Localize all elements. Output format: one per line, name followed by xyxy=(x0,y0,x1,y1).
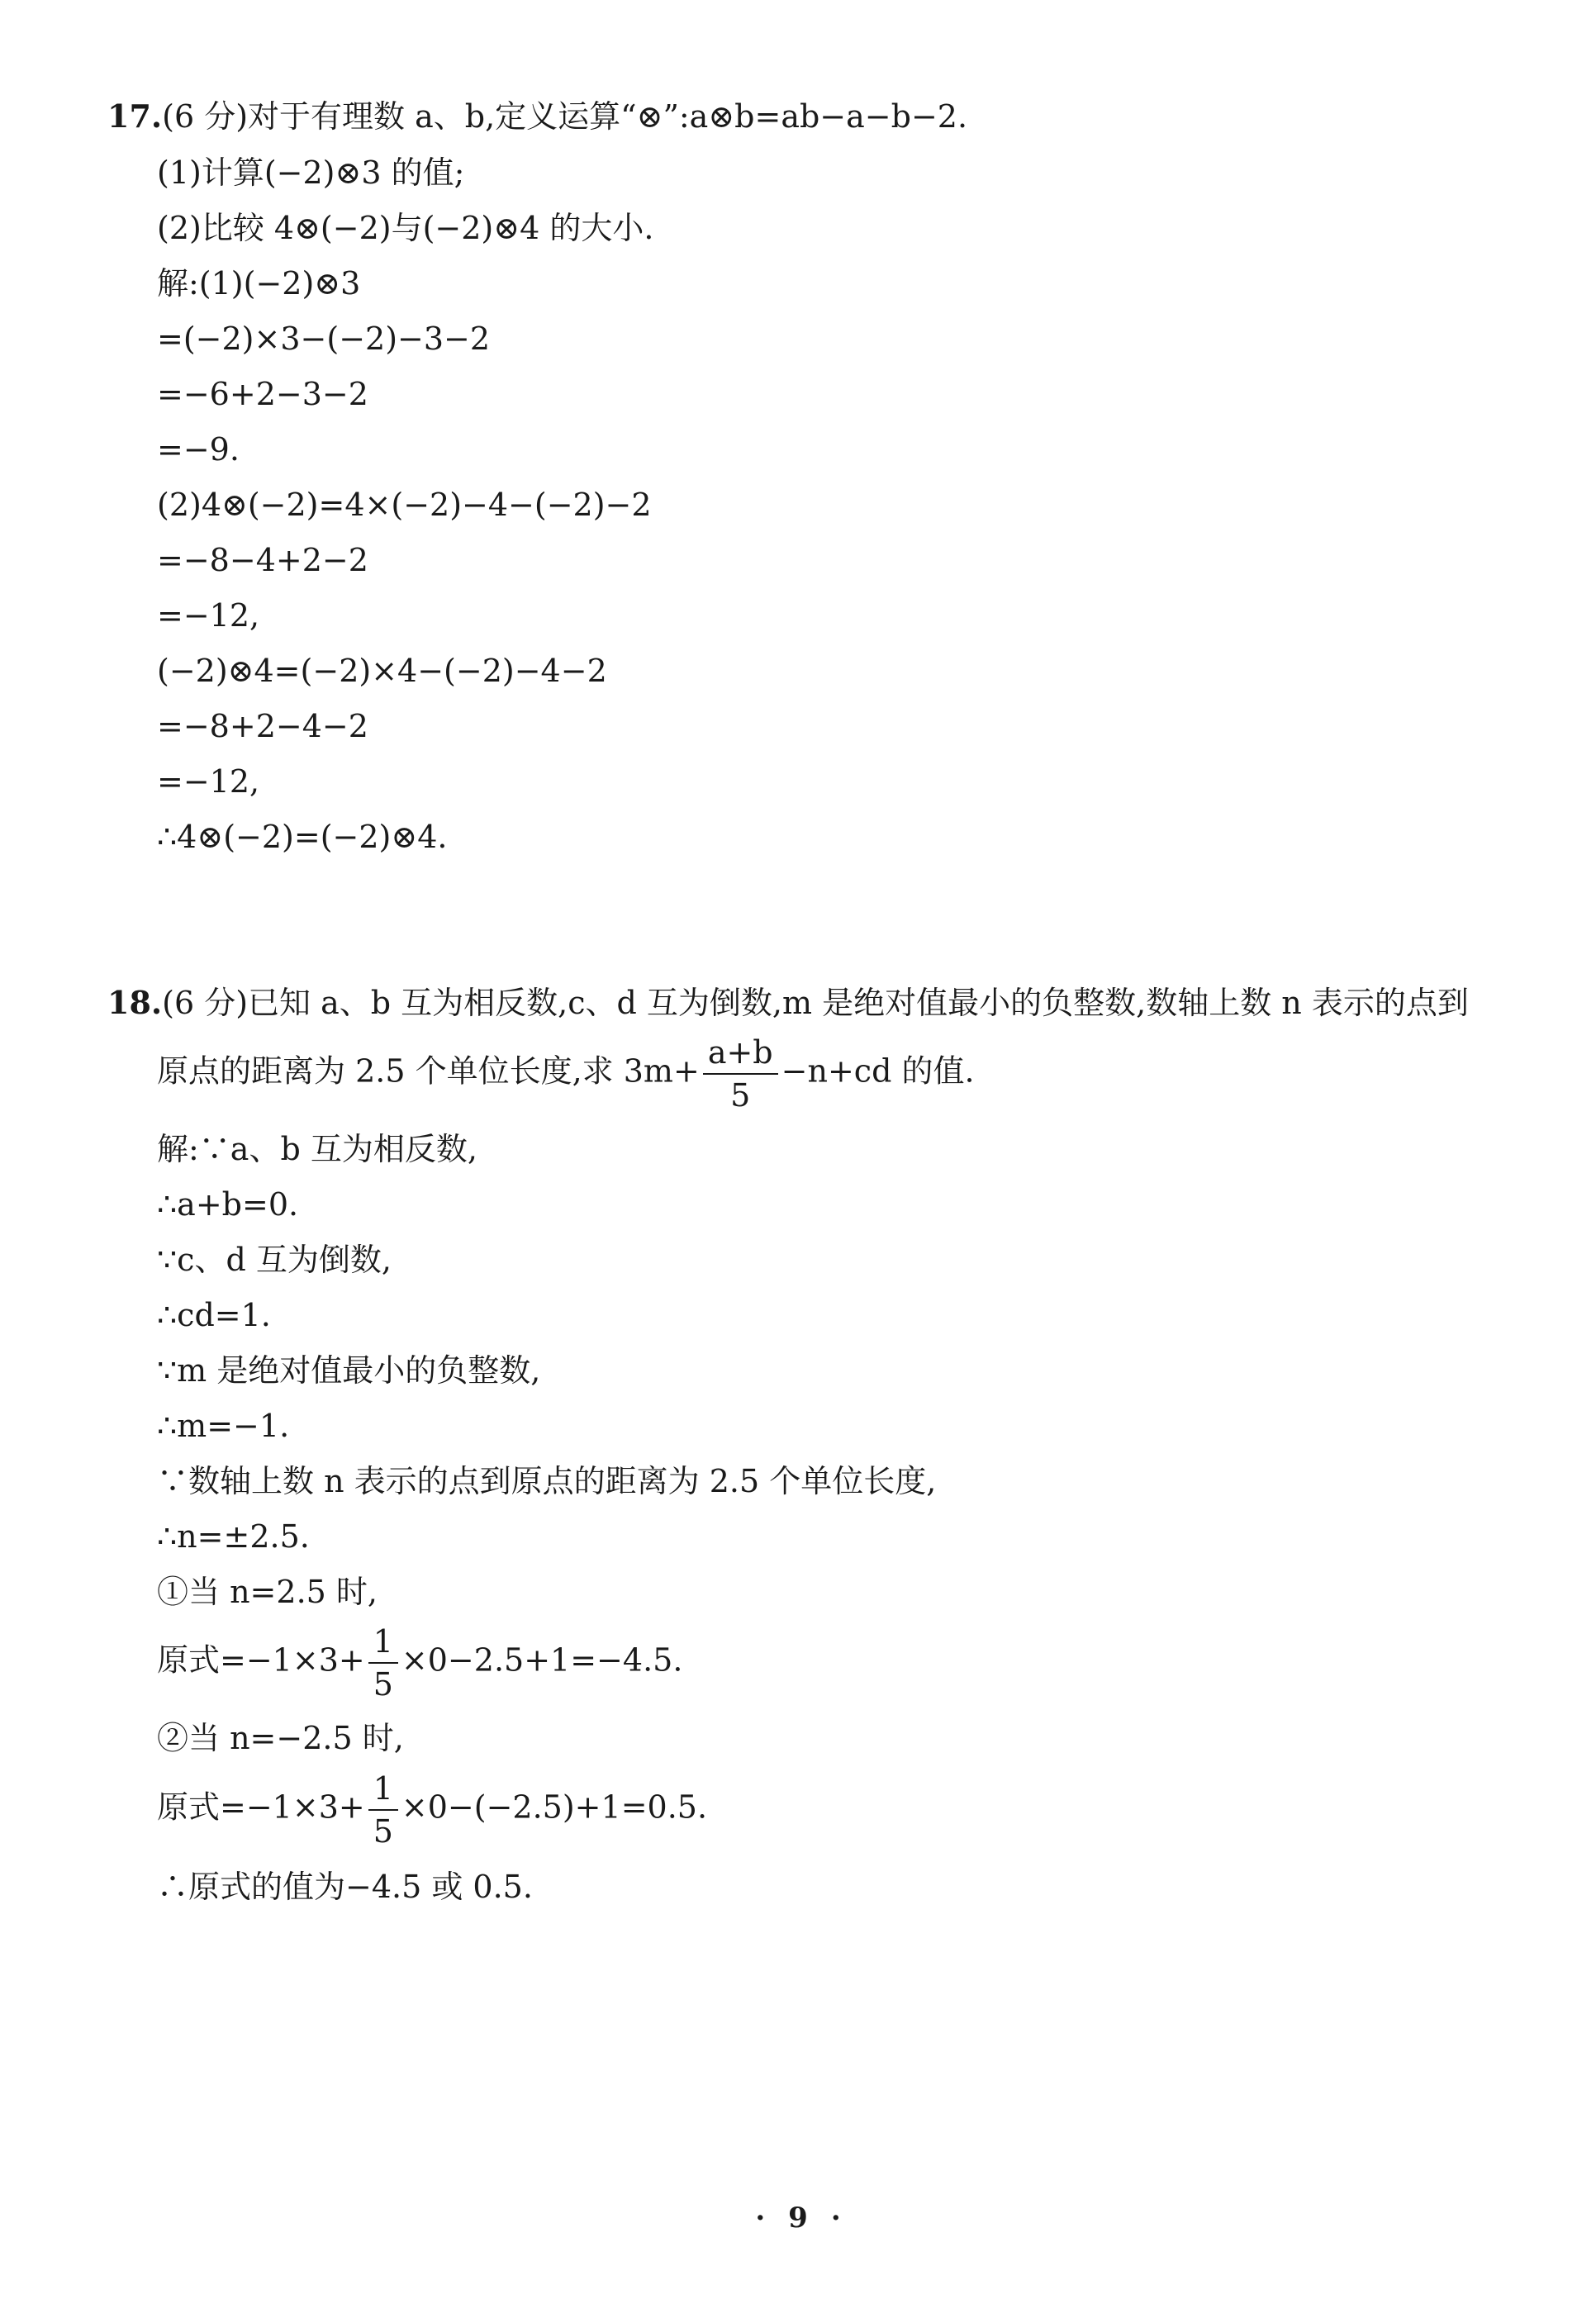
q18-solution-line: ①当 n=2.5 时, xyxy=(157,1574,378,1610)
q17-solution-line: =−8−4+2−2 xyxy=(157,542,368,578)
q18-case2-expression xyxy=(157,1770,708,1850)
q18-stem-line2 xyxy=(157,1034,975,1114)
case1-fraction xyxy=(368,1623,398,1703)
q18-case2-head: ②当 n=−2.5 时, xyxy=(157,1720,404,1756)
q18-stem-line1 xyxy=(107,984,1469,1021)
q17-solution-line: (2)4⊗(−2)=4×(−2)−4−(−2)−2 xyxy=(157,487,652,523)
q18-solution-line: ∴m=−1. xyxy=(157,1408,290,1444)
q17-solution-line: =(−2)×3−(−2)−3−2 xyxy=(157,321,491,357)
page-number-footer xyxy=(0,2202,1596,2235)
q17-solution-line: (−2)⊗4=(−2)×4−(−2)−4−2 xyxy=(157,653,607,689)
fraction-numerator: 1 xyxy=(368,1626,398,1664)
q18-solution-line: ∴n=±2.5. xyxy=(157,1518,310,1555)
q18-solution-line: ∴a+b=0. xyxy=(157,1186,299,1223)
case1-text-a: 原式=−1×3+ xyxy=(157,1641,365,1679)
fraction-numerator: 1 xyxy=(368,1773,398,1811)
q17-number: 17. xyxy=(107,97,163,135)
page-dot-left: · xyxy=(755,2202,766,2235)
q18-case1-expression xyxy=(157,1623,683,1703)
fraction-denominator: 5 xyxy=(730,1077,751,1114)
fraction-numerator: a+b xyxy=(703,1037,778,1075)
q17-stem-line xyxy=(107,97,968,135)
q18-stem-text: (6 分)已知 a、b 互为相反数,c、d 互为倒数,m 是绝对值最小的负整数,数轴上数 n 表示的点到 xyxy=(162,985,1469,1021)
q18-stem-text-a: 原点的距离为 2.5 个单位长度,求 3m+ xyxy=(157,1052,700,1090)
q17-solution-line: =−12, xyxy=(157,597,260,634)
q17-solution-line: =−6+2−3−2 xyxy=(157,376,368,412)
q17-solution-line: 解:(1)(−2)⊗3 xyxy=(157,265,361,302)
q18-solution-line: ∴cd=1. xyxy=(157,1297,271,1333)
q18-solution-line: 解:∵a、b 互为相反数, xyxy=(157,1131,477,1167)
page-dot-right: · xyxy=(830,2202,841,2235)
fraction-denominator: 5 xyxy=(373,1813,393,1850)
q17-stem: (6 分)对于有理数 a、b,定义运算“⊗”:a⊗b=ab−a−b−2. xyxy=(162,98,968,135)
q18-stem-text-b: −n+cd 的值. xyxy=(781,1052,975,1090)
page-number: 9 xyxy=(788,2202,808,2235)
q17-part1: (1)计算(−2)⊗3 的值; xyxy=(157,154,465,191)
q18-solution-line: ∵数轴上数 n 表示的点到原点的距离为 2.5 个单位长度, xyxy=(157,1463,937,1499)
q18-solution-line: ∵m 是绝对值最小的负整数, xyxy=(157,1352,541,1389)
q18-stem-fraction xyxy=(703,1034,778,1114)
case2-text-a: 原式=−1×3+ xyxy=(157,1788,365,1826)
case2-fraction xyxy=(368,1770,398,1850)
q18-number: 18. xyxy=(107,984,163,1021)
q17-part2: (2)比较 4⊗(−2)与(−2)⊗4 的大小. xyxy=(157,210,654,246)
q17-solution-line: =−8+2−4−2 xyxy=(157,708,368,744)
fraction-denominator: 5 xyxy=(373,1666,393,1703)
q17-solution-line: ∴4⊗(−2)=(−2)⊗4. xyxy=(157,819,448,855)
case2-text-b: ×0−(−2.5)+1=0.5. xyxy=(401,1788,708,1826)
q18-solution-line: ∵c、d 互为倒数, xyxy=(157,1242,392,1278)
q17-solution-line: =−9. xyxy=(157,431,240,468)
q17-solution-line: =−12, xyxy=(157,763,260,800)
case1-text-b: ×0−2.5+1=−4.5. xyxy=(401,1641,683,1679)
q18-conclusion: ∴原式的值为−4.5 或 0.5. xyxy=(157,1869,533,1905)
